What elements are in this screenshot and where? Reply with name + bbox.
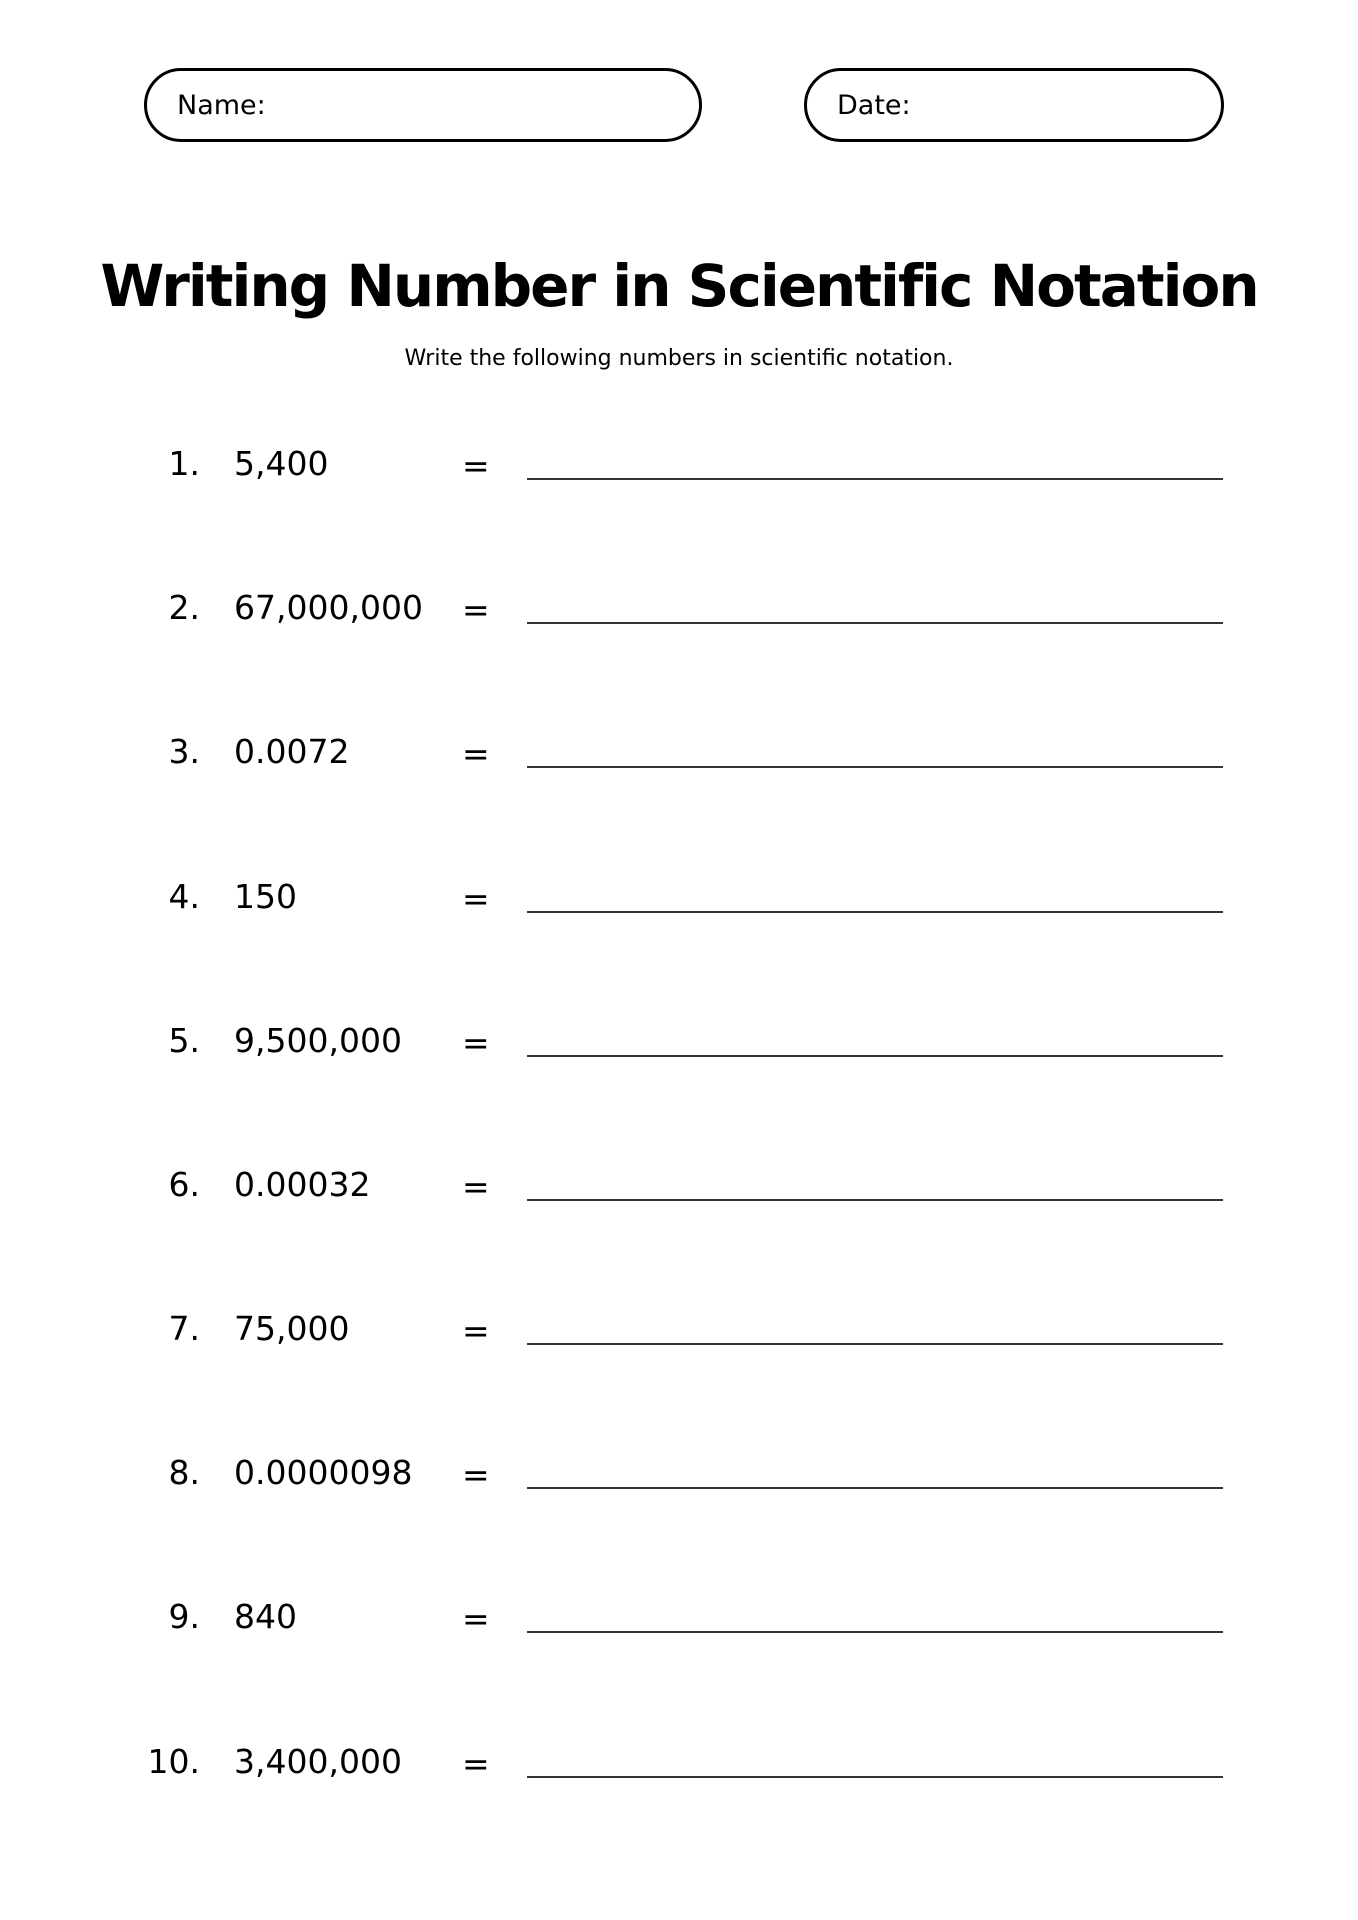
date-label: Date: [837,89,911,121]
problem-value: 0.00032 [234,1165,371,1204]
problem-value: 75,000 [234,1309,350,1348]
answer-line[interactable] [527,766,1223,768]
problem-number: 9. [168,1597,200,1636]
problem-row [0,1734,1358,1794]
equals-sign: = [462,1599,490,1638]
problem-value: 9,500,000 [234,1021,402,1060]
problem-row [0,869,1358,929]
problem-row [0,1589,1358,1649]
problem-number: 8. [168,1453,200,1492]
problem-row [0,580,1358,640]
problem-number: 7. [168,1309,200,1348]
answer-line[interactable] [527,1055,1223,1057]
problem-value: 5,400 [234,444,329,483]
equals-sign: = [462,1455,490,1494]
answer-line[interactable] [527,1199,1223,1201]
equals-sign: = [462,734,490,773]
answer-line[interactable] [527,478,1223,480]
problem-value: 67,000,000 [234,588,423,627]
problem-number: 3. [168,732,200,771]
problem-row [0,436,1358,496]
equals-sign: = [462,1023,490,1062]
date-field[interactable] [804,68,1224,142]
problem-value: 0.0000098 [234,1453,413,1492]
problem-row [0,724,1358,784]
equals-sign: = [462,446,490,485]
problem-number: 5. [168,1021,200,1060]
problem-row [0,1157,1358,1217]
problem-number: 10. [147,1742,200,1781]
name-field[interactable] [144,68,702,142]
answer-line[interactable] [527,622,1223,624]
answer-line[interactable] [527,1343,1223,1345]
equals-sign: = [462,1167,490,1206]
problem-number: 1. [168,444,200,483]
problem-row [0,1013,1358,1073]
answer-line[interactable] [527,1776,1223,1778]
problem-number: 2. [168,588,200,627]
answer-line[interactable] [527,911,1223,913]
problem-value: 3,400,000 [234,1742,402,1781]
problem-number: 6. [168,1165,200,1204]
problem-value: 0.0072 [234,732,350,771]
worksheet-title: Writing Number in Scientific Notation [100,252,1258,320]
problem-row [0,1301,1358,1361]
equals-sign: = [462,590,490,629]
problem-row [0,1445,1358,1505]
worksheet-instructions: Write the following numbers in scientific notation. [404,346,954,371]
answer-line[interactable] [527,1631,1223,1633]
problem-value: 150 [234,877,297,916]
answer-line[interactable] [527,1487,1223,1489]
problem-value: 840 [234,1597,297,1636]
problem-number: 4. [168,877,200,916]
name-label: Name: [177,89,266,121]
equals-sign: = [462,879,490,918]
equals-sign: = [462,1311,490,1350]
equals-sign: = [462,1744,490,1783]
